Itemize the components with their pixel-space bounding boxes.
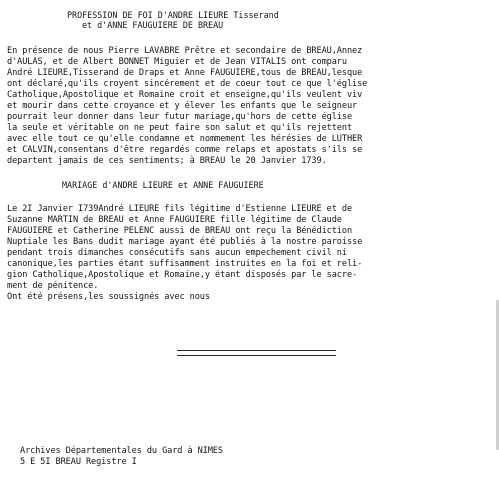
profession-line: André LIEURE,Tisserand de Draps et Anne FAUGUIERE,tous de BREAU,lesque xyxy=(7,68,363,78)
profession-title: PROFESSION DE FOI D'ANDRE LIEURE Tisserand xyxy=(67,10,279,20)
profession-line: pourrait leur donner dans leur futur mariage,qu'hors de cette église xyxy=(7,112,353,122)
profession-line: departent jamais de ces sentiments; à BREAU le 20 Janvier 1739. xyxy=(7,156,327,166)
profession-line: avec elle tout ce qu'elle condamne et nommement les hérésies de LUTHER xyxy=(7,134,363,144)
profession-line: ont déclaré,qu'ils croyent sincérement et de coeur tout ce que l'église xyxy=(7,79,368,89)
profession-line: et CALVIN,consentans d'être regardés comme relaps et apostats s'ils se xyxy=(7,145,363,155)
profession-line: et mourir dans cette croyance et y élever les enfants que le seigneur xyxy=(7,101,358,111)
divider-rule xyxy=(177,355,336,356)
profession-line: En présence de nous Pierre LAVABRE Prêtre et secondaire de BREAU,Annez xyxy=(7,46,363,56)
mariage-line: Nuptiale les Bans dudit mariage ayant été publiés à la nostre paroisse xyxy=(7,237,363,247)
mariage-line: Le 2I Janvier I739André LIEURE fils légitime d'Estienne LIEURE et de xyxy=(7,204,353,214)
profession-line: d'AULAS, et de Albert BONNET Miguier et de Jean VITALIS ont comparu xyxy=(7,57,347,67)
mariage-line: ment de pénitence. xyxy=(7,281,99,291)
divider-rule xyxy=(177,350,336,351)
mariage-line: Ont été présens,les soussignés avec nous xyxy=(7,292,210,302)
mariage-line: FAUGUIERE et Catherine PELENC aussi de BREAU ont reçu la Bénédiction xyxy=(7,226,353,236)
profession-subtitle: et d'ANNE FAUGUIERE DE BREAU xyxy=(82,20,224,30)
profession-line: la seule et véritable on ne peut faire son salut et qu'ils rejettent xyxy=(7,123,353,133)
mariage-title: MARIAGE d'ANDRE LIEURE et ANNE FAUGUIERE xyxy=(62,180,264,190)
profession-line: Catholique,Apostolique et Romaine croit et enseigne,qu'ils veulent viv xyxy=(7,90,363,100)
mariage-line: Suzanne MARTIN de BREAU et Anne FAUGUIERE fille légitime de Claude xyxy=(7,215,342,225)
archive-source: Archives Départementales du Gard à NIMES xyxy=(20,446,223,456)
mariage-line: canonique,les parties étant suffisamment instruites en la foi et reli- xyxy=(7,259,363,269)
mariage-line: pendant trois dimanches consécutifs sans aucun empechement civil ni xyxy=(7,248,347,258)
archive-reference: 5 E 5I BREAU Registre I xyxy=(20,457,137,467)
mariage-line: gion Catholique,Apostolique et Romaine,y étant disposés par le sacre- xyxy=(7,270,358,280)
